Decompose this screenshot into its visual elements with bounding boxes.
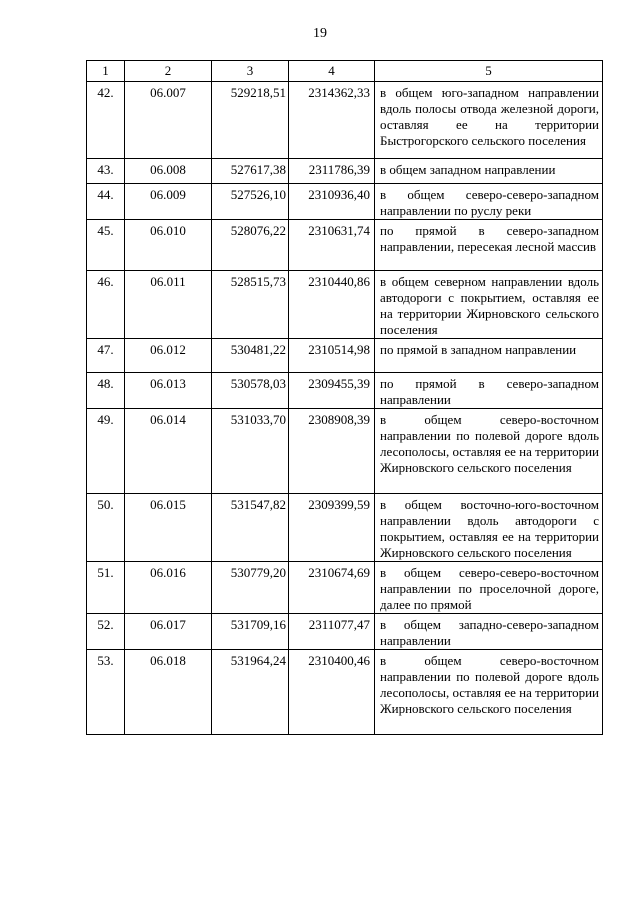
row-number-cell: 53. — [87, 650, 125, 735]
y-coordinate-cell: 2310936,40 — [289, 184, 375, 220]
table-row — [87, 82, 603, 159]
row-number-cell: 45. — [87, 220, 125, 271]
point-code-cell: 06.017 — [125, 614, 212, 650]
point-code-cell: 06.014 — [125, 409, 212, 494]
table-row — [87, 373, 603, 409]
x-coordinate-cell: 528515,73 — [212, 271, 289, 339]
table-header — [87, 61, 603, 82]
point-code-cell: 06.016 — [125, 562, 212, 614]
point-code-cell: 06.007 — [125, 82, 212, 159]
x-coordinate-cell: 531964,24 — [212, 650, 289, 735]
y-coordinate-cell: 2310400,46 — [289, 650, 375, 735]
y-coordinate-cell: 2310440,86 — [289, 271, 375, 339]
column-header-3: 3 — [212, 61, 289, 82]
description-cell: по прямой в западном направлении — [375, 339, 603, 373]
description-cell: в общем восточно-юго-восточном направлении вдоль автодороги с покрытием, оставляя ее на территории Жирновского сельского поселения — [375, 494, 603, 562]
table-row — [87, 184, 603, 220]
description-cell: по прямой в северо-западном направлении, пересекая лесной массив — [375, 220, 603, 271]
y-coordinate-cell: 2310631,74 — [289, 220, 375, 271]
point-code-cell: 06.013 — [125, 373, 212, 409]
y-coordinate-cell: 2311077,47 — [289, 614, 375, 650]
y-coordinate-cell: 2310514,98 — [289, 339, 375, 373]
table-body — [87, 82, 603, 735]
y-coordinate-cell: 2314362,33 — [289, 82, 375, 159]
x-coordinate-cell: 530578,03 — [212, 373, 289, 409]
table-row — [87, 562, 603, 614]
table-row — [87, 650, 603, 735]
row-number-cell: 46. — [87, 271, 125, 339]
row-number-cell: 47. — [87, 339, 125, 373]
point-code-cell: 06.010 — [125, 220, 212, 271]
row-number-cell: 51. — [87, 562, 125, 614]
header-row — [87, 61, 603, 82]
column-header-5: 5 — [375, 61, 603, 82]
x-coordinate-cell: 530481,22 — [212, 339, 289, 373]
description-cell: в общем северо-северо-восточном направлении по проселочной дороге, далее по прямой — [375, 562, 603, 614]
row-number-cell: 42. — [87, 82, 125, 159]
table-row — [87, 339, 603, 373]
table-row — [87, 494, 603, 562]
x-coordinate-cell: 531547,82 — [212, 494, 289, 562]
description-cell: в общем северо-восточном направлении по полевой дороге вдоль лесополосы, оставляя ее на территории Жирновского сельского поселения — [375, 409, 603, 494]
y-coordinate-cell: 2309455,39 — [289, 373, 375, 409]
description-cell: в общем северо-восточном направлении по полевой дороге вдоль лесополосы, оставляя ее на территории Жирновского сельского поселения — [375, 650, 603, 735]
description-cell: в общем северо-северо-западном направлении по руслу реки — [375, 184, 603, 220]
row-number-cell: 48. — [87, 373, 125, 409]
row-number-cell: 44. — [87, 184, 125, 220]
x-coordinate-cell: 531033,70 — [212, 409, 289, 494]
y-coordinate-cell: 2310674,69 — [289, 562, 375, 614]
y-coordinate-cell: 2308908,39 — [289, 409, 375, 494]
x-coordinate-cell: 527526,10 — [212, 184, 289, 220]
column-header-4: 4 — [289, 61, 375, 82]
x-coordinate-cell: 530779,20 — [212, 562, 289, 614]
page-number: 19 — [313, 26, 327, 41]
point-code-cell: 06.012 — [125, 339, 212, 373]
point-code-cell: 06.009 — [125, 184, 212, 220]
row-number-cell: 52. — [87, 614, 125, 650]
row-number-cell: 50. — [87, 494, 125, 562]
row-number-cell: 43. — [87, 159, 125, 184]
x-coordinate-cell: 528076,22 — [212, 220, 289, 271]
description-cell: в общем юго-западном направлении вдоль полосы отвода железной дороги, оставляя ее на территории Быстрогорского сельского поселения — [375, 82, 603, 159]
description-cell: в общем западно-северо-западном направлении — [375, 614, 603, 650]
table-row — [87, 271, 603, 339]
description-cell: в общем северном направлении вдоль автодороги с покрытием, оставляя ее на территории Жирновского сельского поселения — [375, 271, 603, 339]
y-coordinate-cell: 2311786,39 — [289, 159, 375, 184]
point-code-cell: 06.008 — [125, 159, 212, 184]
description-cell: в общем западном направлении — [375, 159, 603, 184]
x-coordinate-cell: 527617,38 — [212, 159, 289, 184]
x-coordinate-cell: 531709,16 — [212, 614, 289, 650]
y-coordinate-cell: 2309399,59 — [289, 494, 375, 562]
point-code-cell: 06.011 — [125, 271, 212, 339]
point-code-cell: 06.018 — [125, 650, 212, 735]
boundary-table — [86, 60, 603, 735]
column-header-2: 2 — [125, 61, 212, 82]
column-header-1: 1 — [87, 61, 125, 82]
row-number-cell: 49. — [87, 409, 125, 494]
table-row — [87, 159, 603, 184]
table-row — [87, 409, 603, 494]
x-coordinate-cell: 529218,51 — [212, 82, 289, 159]
table-row — [87, 220, 603, 271]
point-code-cell: 06.015 — [125, 494, 212, 562]
table-row — [87, 614, 603, 650]
description-cell: по прямой в северо-западном направлении — [375, 373, 603, 409]
